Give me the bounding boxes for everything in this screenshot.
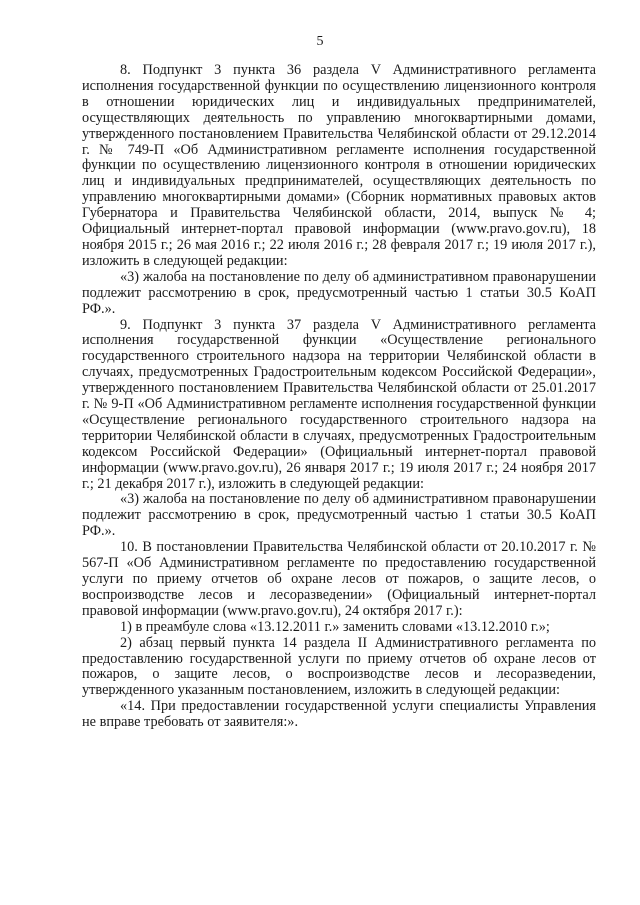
paragraph-8-quote: «3) жалоба на постановление по делу об административном правонарушении подлежит рассмотрению в срок, предусмотренный частью 1 статьи 30.5 КоАП РФ.».: [82, 268, 596, 317]
page-number: 5: [316, 34, 324, 49]
paragraph-9-quote: «3) жалоба на постановление по делу об административном правонарушении подлежит рассмотрению в срок, предусмотренный частью 1 статьи 30.5 КоАП РФ.».: [82, 491, 596, 540]
paragraph-10-item-2-quote: «14. При предоставлении государственной услуги специалисты Управления не вправе требовать от заявителя:».: [82, 698, 596, 731]
paragraph-8: 8. Подпункт 3 пункта 36 раздела V Административного регламента исполнения государственной функции по осуществлению лицензионного контроля в отношении юридических лиц и индивидуальных предпринимателей, осуществляющих деятельность по управлению многоквартирными домами, утвержденного постановлением Правительства Челябинской области от 29.12.2014 г. № 749-П «Об Административном регламенте исполнения государственной функции по осуществлению лицензионного контроля в отношении юридических лиц и индивидуальных предпринимателей, осуществляющих деятельность по управлению многоквартирными домами» (Сборник нормативных правовых актов Губернатора и Правительства Челябинской области, 2014, выпуск № 4; Официальный интернет-портал правовой информации (www.pravo.gov.ru), 18 ноября 2015 г.; 26 мая 2016 г.; 22 июля 2016 г.; 28 февраля 2017 г.; 19 июля 2017 г.), изложить в следующей редакции:: [82, 62, 596, 269]
paragraph-10-item-2: 2) абзац первый пункта 14 раздела II Административного регламента по предоставлению государственной услуги по приему отчетов об охране лесов от пожаров, о защите лесов, о воспроизводстве лесов и лесоразведении, утвержденного указанным постановлением, изложить в следующей редакции:: [82, 634, 596, 699]
document-body: [82, 63, 596, 731]
paragraph-10: 10. В постановлении Правительства Челябинской области от 20.10.2017 г. № 567-П «Об Административном регламенте по предоставлению государственной услуги по приему отчетов об охране лесов от пожаров, о защите лесов, о воспроизводстве лесов и лесоразведении» (Официальный интернет-портал правовой информации (www.pravo.gov.ru), 24 октября 2017 г.):: [82, 539, 596, 619]
paragraph-9: 9. Подпункт 3 пункта 37 раздела V Административного регламента исполнения государственной функции «Осуществление регионального государственного строительного надзора на территории Челябинской области в случаях, предусмотренных Градостроительным кодексом Российской Федерации», утвержденного постановлением Правительства Челябинской области от 25.01.2017 г. № 9-П «Об Административном регламенте исполнения государственной функции «Осуществление регионального государственного строительного надзора на территории Челябинской области в случаях, предусмотренных Градостроительным кодексом Российской Федерации» (Официальный интернет-портал правовой информации (www.pravo.gov.ru), 26 января 2017 г.; 19 июля 2017 г.; 24 ноября 2017 г.; 21 декабря 2017 г.), изложить в следующей редакции:: [82, 316, 596, 492]
paragraph-10-item-1: 1) в преамбуле слова «13.12.2011 г.» заменить словами «13.12.2010 г.»;: [120, 618, 550, 635]
